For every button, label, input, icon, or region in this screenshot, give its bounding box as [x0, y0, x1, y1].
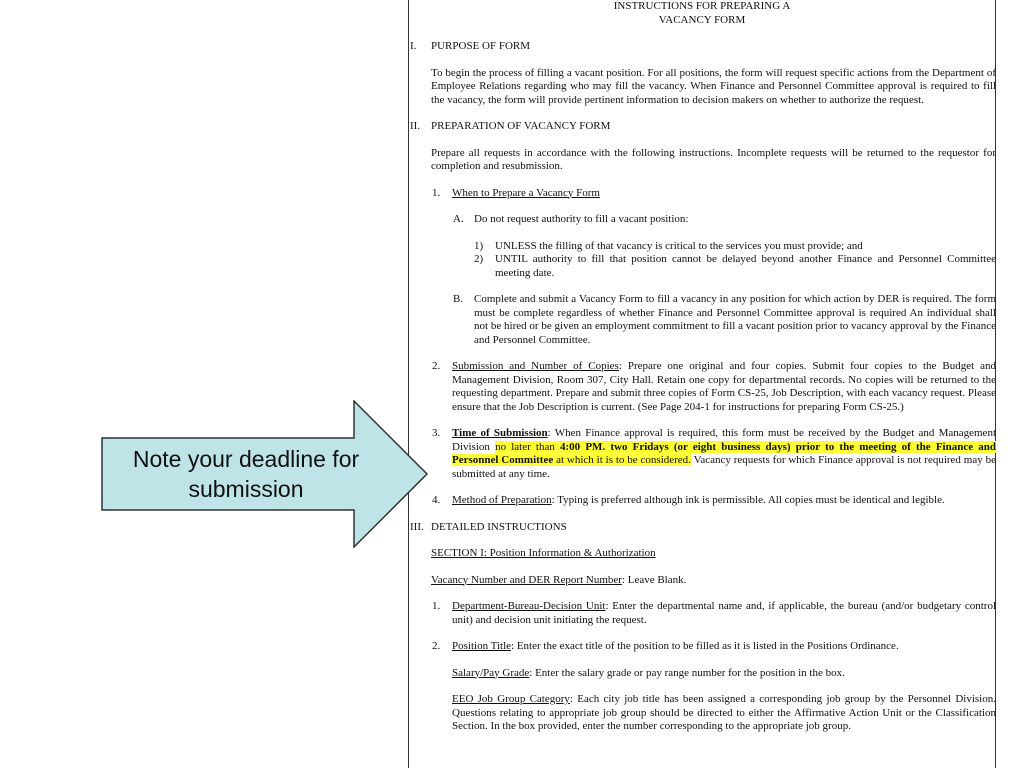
- vacancy-number-line: [431, 574, 996, 588]
- item-1-number: 1.: [432, 186, 441, 199]
- item-4-text: : Typing is preferred although ink is permissible. All copies must be identical and legible.: [551, 494, 945, 506]
- section-2-paragraph: Prepare all requests in accordance with the following instructions. Incomplete requests will be returned to the requestor for completion and resubmission.: [431, 146, 996, 172]
- item-a-text: Do not request authority to fill a vacant position:: [474, 213, 689, 225]
- deadline-highlight-end: at which it is to be considered.: [553, 454, 691, 466]
- item-b-letter: B.: [453, 293, 464, 305]
- eeo-job-group-text: : Each city job title has been assigned a corresponding job group by the Personnel Division. Questions relating to appropriate job group should be directed to either the Affirmative Action Unit or the Classification Section. In the box provided, enter the number corresponding to the appropriate job group.: [452, 693, 996, 732]
- title-line-2: VACANCY FORM: [658, 13, 746, 26]
- section-1-heading: [408, 40, 996, 54]
- detail-item-1-heading: Department-Bureau-Decision Unit: [452, 600, 606, 612]
- section-2-heading: [408, 120, 996, 134]
- section-1-title: PURPOSE OF FORM: [431, 40, 531, 52]
- salary-grade-heading: Salary/Pay Grade: [452, 666, 530, 679]
- detail-item-2-text: : Enter the exact title of the position to be filled as it is listed in the Positions Ordinance.: [511, 640, 899, 652]
- item-2-number: 2.: [432, 360, 441, 372]
- callout-text: Note your deadline for submission: [132, 446, 360, 502]
- deadline-highlight-start: no later than: [495, 440, 561, 453]
- item-4-number: 4.: [432, 494, 441, 506]
- section-2-title: PREPARATION OF VACANCY FORM: [431, 120, 611, 132]
- item-2-heading: Submission and Number of Copies: [452, 360, 619, 372]
- item-1: [432, 186, 996, 201]
- title-line-1: INSTRUCTIONS FOR PREPARING A: [613, 0, 791, 12]
- document-title: [408, 0, 996, 27]
- subitem-2-text: UNTIL authority to fill that position cannot be delayed beyond another Finance and Personnel Committee meeting date.: [495, 253, 996, 279]
- item-b: [453, 293, 996, 347]
- section-2-number: II.: [410, 120, 421, 132]
- subitem-1-text: UNLESS the filling of that vacancy is critical to the services you must provide; and: [495, 239, 863, 252]
- subitem-1: [474, 239, 996, 254]
- item-a-letter: A.: [453, 213, 464, 225]
- section-i-title: SECTION I: Position Information & Authorization: [431, 547, 656, 559]
- item-4: [432, 494, 996, 508]
- item-3-heading: Time of Submission: [452, 427, 548, 439]
- detail-item-2-number: 2.: [432, 640, 441, 652]
- item-3: [432, 427, 997, 481]
- section-1-number: I.: [410, 40, 417, 52]
- section-3-number: III.: [410, 520, 424, 533]
- vacancy-number-heading: Vacancy Number and DER Report Number: [431, 573, 622, 586]
- section-3-title: DETAILED INSTRUCTIONS: [431, 520, 567, 533]
- detail-item-2-heading: Position Title: [452, 640, 512, 652]
- item-2: [432, 360, 996, 414]
- subitem-2-number: 2): [474, 253, 484, 265]
- item-4-heading: Method of Preparation: [452, 494, 552, 506]
- section-i-heading: [431, 547, 996, 561]
- section-1-paragraph: To begin the process of filling a vacant position. For all positions, the form will request specific actions from the Department of Employee Relations regarding who may fill the vacancy. When Finance and Personnel Committee approval is required to fill the vacancy, the form will provide pertinent information to decision makers on whether to authorize the request.: [431, 66, 996, 106]
- salary-grade-line: [452, 667, 996, 681]
- item-2-text: : Prepare one original and four copies. Submit four copies to the Budget and Management Division, Room 307, City Hall. Retain one copy for departmental records. No copies will be returned to the requesting department. Prepare and submit three copies of Form CS-25, Job Description, with each vacancy request. Please ensure that the Job Description is current. (See Page 204-1 for instructions for preparing Form CS-25.): [452, 360, 996, 413]
- section-3-heading: [408, 521, 996, 535]
- subitem-2: [474, 253, 996, 280]
- item-3-text-1: : When Finance approval is required, this form must be received by the Budget and Management Division: [452, 427, 997, 453]
- item-3-number: 3.: [432, 427, 441, 439]
- detail-item-1: [432, 600, 997, 627]
- detail-item-1-number: 1.: [432, 600, 441, 612]
- document-body: [408, 0, 996, 734]
- detail-item-1-text: : Enter the departmental name and, if applicable, the bureau (and/or budgetary control unit) and decision unit initiating the request.: [452, 600, 997, 626]
- item-b-text: Complete and submit a Vacancy Form to fill a vacancy in any position for which action by DER is required. The form must be complete regardless of whether Finance and Personnel Committee approval is required An individual shall not be hired or be given an employment commitment to fill a vacant position prior to vacancy approval by the Finance and Personnel Committee.: [474, 293, 996, 346]
- item-a: [453, 213, 996, 227]
- deadline-highlight-bold: 4:00 PM. two Fridays (or eight business days) prior to the meeting of the Finance and Personnel Committee: [452, 440, 996, 466]
- subitem-1-number: 1): [474, 239, 484, 252]
- eeo-job-group-heading: EEO Job Group Category: [452, 693, 570, 705]
- vacancy-number-text: : Leave Blank.: [621, 573, 687, 586]
- detail-item-2: [432, 640, 996, 654]
- salary-grade-text: : Enter the salary grade or pay range number for the position in the box.: [529, 666, 845, 679]
- item-1-heading: When to Prepare a Vacancy Form: [452, 186, 600, 199]
- item-3-text-2: Vacancy requests for which Finance approval is not required may be submitted at any time.: [452, 454, 996, 480]
- eeo-job-group-line: [452, 693, 996, 734]
